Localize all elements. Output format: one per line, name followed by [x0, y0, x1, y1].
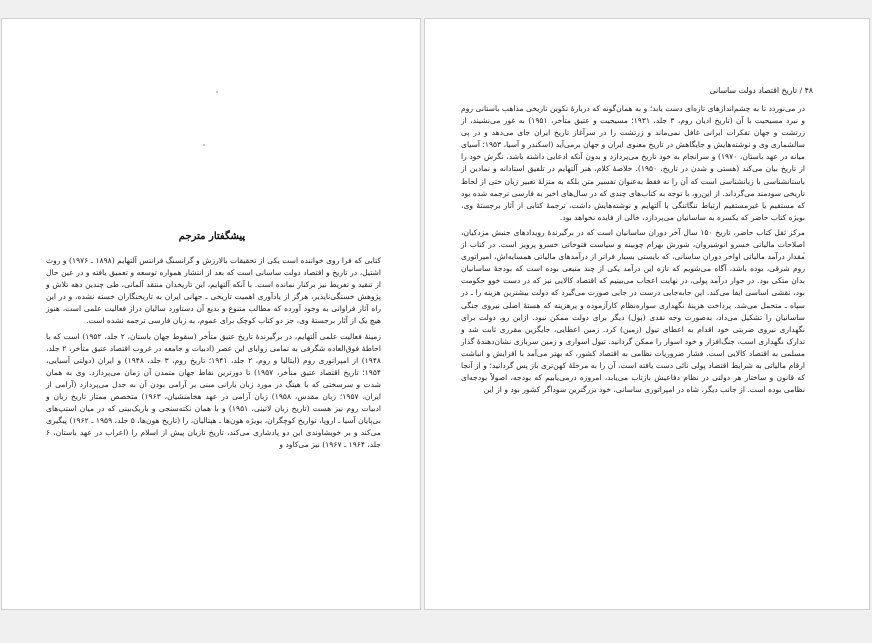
- page-left: [1, 18, 421, 610]
- paragraph: زمینهٔ فعالیت علمی آلتهایم، در برگیرندهٔ تاریخ عتیق متأخر (سقوط جهان باستان، ۲ جلد، ۱۹۵۲) است که با احاطهٔ فوق‌العاده شگرفی به تمامی زوایای این عصر (ادبیات و جامعه در غروب اقتصاد عتیق متأخر، ۲ جلد، ۱۹۴۸) از امپراتوری روم (ایتالیا و روم، ۲ جلد، ۱۹۴۱؛ تاریخ روم، ۳ جلد، ۱۹۴۸) و ایران (دولتی آسیایی، ۱۹۵۴؛ تاریخ اقتصاد عتیق متأخر، ۱۹۵۷) تا دورترین نقاط جهان متمدن آن زمان می‌پردازد. وی به همان شدت و سرسختی که با هیتگ در مورد زبان یارانی مبنی بر آرامی بودن آن به جدل می‌پردازد (آرامی از ایران، ۱۹۵۷؛ زبان مقدس، ۱۹۵۸) زبان آرامی در عهد هخامنشیان، ۱۹۶۳) متخصص ممتاز تاریخ زبان و ادبیات روم نیز هست (تاریخ زبان لاتینی، ۱۹۵۱) و با همان نکته‌سنجی و باریک‌بینی که در میان استپ‌های بی‌پایان آسیا ـ اروپا، تواریخ کوچگران، بویژه هون‌ها ـ هپتالیان، را (تاریخ هون‌ها، ۵ جلد، ۱۹۵۹ ـ ۱۹۶۲) پیگیری می‌کند و بر خویشاوندی این دو پادشاری می‌کند، تاریخ تازیان پیش از اسلام را (اعراب در عهد باستان، ۶ جلد، ۱۹۶۴ ـ ۱۹۶۷) نیز می‌کاود و: [46, 331, 381, 450]
- paragraph: کتابی که فرا روی خواننده است یکی از تحقیقات بالارزش و گرانسنگ فرانتس آلتهایم (۱۸۹۸ ـ ۱۹۷۶) و روث اشتیل، در تاریخ و اقتصاد دولت ساسانی است که بعد از انتشار همواره توسعه و تعمیق یافته و در عین حال از تنقید و تفریط نیز برکنار نمانده است. با آنکه آلتهایم، این تاریخدان منتقد آلمانی، طی چندین دهه تلاش و پژوهش خستگی‌ناپذیر، هرگز از یادآوری اهمیت تاریخی ـ جهانی ایران به تاریخنگاران خسته نشده، و در این راه آثار فراوانی به وجود آورده که مطالب متنوع و بدیع آن دستاورد سالیان دراز فعالیت علمی است، هنوز هیچ یک از آثار برجستهٔ وی، جز دو کتاب کوچک برای عموم، به زبان فارسی ترجمه نشده است.: [46, 256, 381, 326]
- paragraph: در می‌نوردد تا به چشم‌اندازهای تازه‌ای دست یابد؛ و به همان‌گونه که دربارهٔ تکوین تاریخی مذاهب باستانی روم و نبرد مسیحیت با آن (تاریخ ادیان روم، ۳ جلد، ۱۹۳۱؛ مسیحیت و عتیق متأخر، ۱۹۵۱) به غور می‌نشیند، از زرتشت و جهان تفکرات ایرانی غافل نمی‌ماند و زرتشت را در سرآغاز تاریخ ایران جای می‌دهد و در پی سالشماری وی و نوشته‌هایش و جایگاهش در تاریخ معنوی ایران و جهان برمی‌آید (اسکندر و آسیا، ۱۹۵۳؛ آسیای میانه در عهد باستان، ۱۹۷۰) و سرانجام به خود تاریخ می‌پردازد و بدون آنکه ادعایی داشته باشد، نگرش خود را از تاریخ بیان می‌کند (هستی و شدن در تاریخ، ۱۹۵۰). خلاصهٔ کلام، هنر آلتهایم در تلفیق استادانه و نمادین از باستانشناسی با زبانشناسی است که آن را نه فقط به‌عنوان تفسیر متن بلکه به منزلهٔ تعبیر زبان حتی از لحاظ تاریخی سودمند می‌گرداند. از این‌رو، با توجه به کتاب‌های چندی که در سال‌های اخیر به فارسی ترجمه شده بود که مستقیم یا غیرمستقیم ارتباط تنگاتنگی با آلتهایم و نوشته‌هایش داشت، ترجمهٔ کتابی از آثار برجستهٔ وی، بویژه کتاب حاضر که یکسره به ساسانیان می‌پردازد، خالی از فایده نخواهد بود.: [461, 104, 806, 222]
- running-head: ۴۸ / تاریخ اقتصاد دولت ساسانی: [709, 86, 813, 95]
- scan-speck: [203, 144, 205, 146]
- left-page-body: [46, 255, 381, 455]
- paragraph: مرکز ثقل کتاب حاضر، تاریخ ۱۵۰ سال آخر دوران ساسانیان است که در برگیرندهٔ رویدادهای جنبش مزدکیان، اصلاحات مالیاتی خسرو انوشیروان، شورش بهرام چوبینه و سیاست فتوحاتی خسرو پرویز است. در کتاب از مقدار درآمد مالیاتی اواخر دوران ساسانی، که بایستی بسیار فراتر از درآمدهای مالیاتی همسایه‌اش، امپراتوری روم شرقی، بوده باشد، آگاه می‌شویم که تازه این درآمد یکی از چند منبعی بوده است که بودجهٔ ساسانیان بدان متکی بود. در جوار درآمد پولی، در نهایت اعجاب می‌بینیم که اقتصاد کالایی نیز که در دست خوو حکومت بود، نقشی اساسی ایفا می‌کند. این جابه‌جایی درست در جایی صورت می‌گیرد که دولت بیشترین هزینه را ـ در سپاه ـ متحمل می‌شد. پرداخت هزینهٔ نگهداری سواره‌نظام کارآزموده و پرهزینه که هستهٔ اصلی نیروی جنگی ساسانیان را تشکیل می‌داد، به‌صورت وجه نقدی (پول) دیگر برای دولت ممکن نبود. ازاین رو، دولت برای نگهداری نیروی ضربتی خود اقدام به اعطای تیول (زمین) کرد. زمین اعطایی، جایگزین مقرری ثابت شد و تدارک نگهداری اسب، جنگ‌افزار و خود اسوار را ممکن گردانید. تیول اسواری و زمین سربازی نشان‌دهندهٔ گذار مسلمی به اقتصاد کالایی است. فشار ضروریات نظامی به اقتصاد کشور، که بهتر می‌آمد با افزایش و انباشت ارقام مالیاتی به شرایط اقتصاد پولی نائی دست یافته است، آن را به مرحلهٔ کهن‌تری باز پس گردانید؛ و از آنجا که قانون و ساختار هر دولتی در نظام دفاعیش بازتاب می‌یابد، امروزه درمی‌یابیم که بودجه، اصولاً بودجه‌ای نظامی بوده است. از جانب دیگر، شاه در امپراتوری ساسانی، خود بزرگترین سوداگر کشور بود و از این: [461, 227, 805, 395]
- scan-speck: [216, 91, 218, 93]
- preface-heading: پیشگفتار مترجم: [178, 231, 246, 242]
- right-page-body: [461, 103, 805, 399]
- page-right: [424, 18, 870, 610]
